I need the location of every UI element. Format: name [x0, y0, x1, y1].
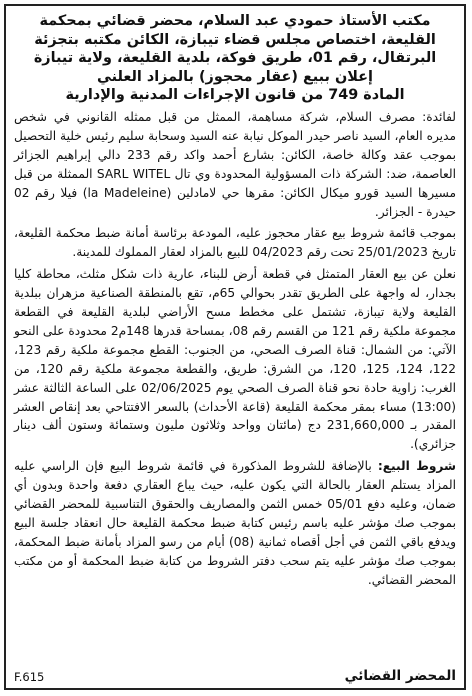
sale-conditions-text: بالإضافة للشروط المذكورة في قائمة شروط البيع فإن الراسي عليه المزاد يستلم العقار بالحالة التي يكون عليه، حيث يباع العقاري دفعة واحدة وبدون أي ضمان، وعليه دفع 05/01 خمس الثمن والمصاريف والحقوق التناسبية للمحضر القضائي بموجب صك مؤشر عليه باسم رئيس كتابة ضبط محكمة القليعة حال انعقاد جلسة البيع ويدفع باقي الثمن في أجل أقصاه ثمانية (08) أيام من رسو المزاد بأمانة ضبط المحكمة، بموجب صك مؤشر عليه يتم سحب دفتر الشروط من كتابة ضبط المحكمة أو من مكتب المحضر القضائي.	[14, 459, 456, 587]
notice-code: F.615	[14, 670, 45, 684]
sale-conditions-label: شروط البيع:	[377, 459, 456, 474]
notice-footer	[14, 664, 456, 684]
parties-paragraph: لفائدة: مصرف السلام، شركة مساهمة، الممثل من قبل ممثله القانوني في شخص مديره العام، السيد ناصر حيدر الموكل نيابة عنه السيد وسحابة سليم رئيس خلية التحصيل بموجب عقد وكالة خاصة، الكائن: بشارع أحمد واكد رقم 233 دالي إبراهيم الجزائر العاصمة، ضد: الشركة ذات المسؤولية المحدودة وي تال SARL WITEL الممثلة من قبل مسيرها السيد قورو ميكال الكائن: مقرها حي لامادلين (la Madeleine) فيلا رقم 02 حيدرة - الجزائر.	[14, 109, 456, 219]
notice-header	[14, 12, 456, 105]
legal-article: المادة 749 من قانون الإجراءات المدنية والإدارية	[65, 87, 405, 104]
legal-notice	[4, 4, 466, 690]
notice-title: إعلان ببيع (عقار محجوز) بالمزاد العلني	[97, 68, 373, 85]
bailiff-signature: المحضر القضائي	[344, 668, 456, 684]
conditions-reference-paragraph: بموجب قائمة شروط بيع عقار محجوز عليه، المودعة برئاسة أمانة ضبط محكمة القليعة، تاريخ 25/01/2023 تحت رقم 04/2023 للبيع بالمزاد لعقار المملوك للمدينة.	[14, 226, 456, 260]
property-description-paragraph: نعلن عن بيع العقار المتمثل في قطعة أرض للبناء، عارية ذات شكل مثلث، محاطة كليا بجدار، له واجهة على الطريق تقدر بحوالي 65م، تقع بالمنطقة الصناعية مزهران ببلدية القليعة ولاية تيبازة، تشتمل على مخطط مسح الأراضي لبلدية القليعة في القطعة مجموعة ملكية رقم 121 من القسم رقم 08، بمساحة قدرها 148م2 محدودة على النحو الآتي: من الشمال: قناة الصرف الصحي، من الجنوب: القطع مجموعة ملكية رقم 123، 122، 124، 125، 120، من الشرق: طريق، والقطعة مجموعة ملكية رقم 120، من الغرب: زاوية حادة نحو قناة الصرف الصحي يوم 02/06/2025 على الساعة الثالثة عشر (13:00) مساء بمقر محكمة القليعة (قاعة الأحداث) بالسعر الافتتاحي بعد إنقاص العشر المقدر بـ 231,660,000 دج (مائتان وواحد وثلاثون مليون وستمائة وستون ألف دينار جزائري).	[14, 267, 456, 452]
office-line: مكتب الأستاذ حمودي عبد السلام، محضر قضائي بمحكمة القليعة، اختصاص مجلس قضاء تيبازة، الكائن مكتبه بتجزئة البرتقال، رقم 01، طريق فوكة، بلدية القليعة، ولاية تيبازة	[33, 13, 437, 67]
sale-conditions-paragraph	[14, 457, 456, 589]
